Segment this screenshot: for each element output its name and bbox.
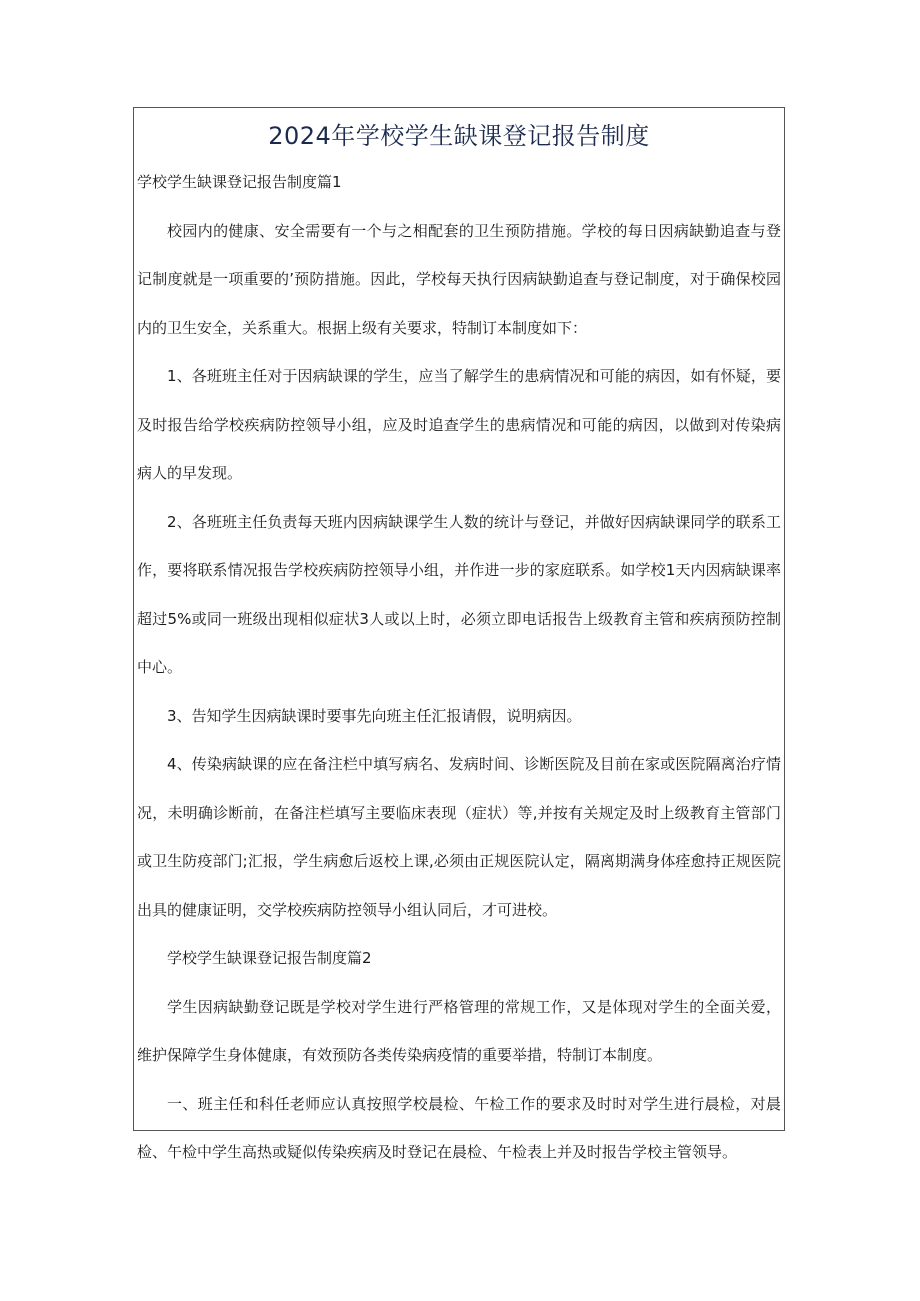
paragraph-item-1: 1、各班班主任对于因病缺课的学生，应当了解学生的患病情况和可能的病因，如有怀疑，要及时报告给学校疾病防控领导小组，应及时追查学生的患病情况和可能的病因，以做到对传染病病人的早发现。 — [137, 367, 781, 482]
section-heading-1: 学校学生缺课登记报告制度篇1 — [137, 173, 342, 191]
section-heading-2: 学校学生缺课登记报告制度篇2 — [167, 949, 372, 967]
paragraph-intro: 校园内的健康、安全需要有一个与之相配套的卫生预防措施。学校的每日因病缺勤追查与登记制度就是一项重要的’预防措施。因此，学校每天执行因病缺勤追查与登记制度，对于确保校园内的卫生安全，关系重大。根据上级有关要求，特制订本制度如下： — [137, 221, 781, 337]
paragraph-section2-item-1: 一、班主任和科任老师应认真按照学校晨检、午检工作的要求及时时对学生进行晨检，对晨检、午检中学生高热或疑似传染疾病及时登记在晨检、午检表上并及时报告学校主管领导。 — [137, 1094, 781, 1161]
paragraph-item-2: 2、各班班主任负责每天班内因病缺课学生人数的统计与登记，并做好因病缺课同学的联系工作，要将联系情况报告学校疾病防控领导小组，并作进一步的家庭联系。如学校1天内因病缺课率超过5%或同一班级出现相似症状3人或以上时，必须立即电话报告上级教育主管和疾病预防控制中心。 — [137, 512, 781, 676]
paragraph-item-3: 3、告知学生因病缺课时要事先向班主任汇报请假，说明病因。 — [167, 706, 582, 725]
document-page — [133, 107, 785, 1161]
document-title: 2024年学校学生缺课登记报告制度 — [268, 122, 650, 150]
paragraph-item-4: 4、传染病缺课的应在备注栏中填写病名、发病时间、诊断医院及目前在家或医院隔离治疗情况，未明确诊断前，在备注栏填写主要临床表现（症状）等,并按有关规定及时上级教育主管部门或卫生防疫部门;汇报，学生病愈后返校上课,必须由正规医院认定，隔离期满身体痊愈持正规医院出具的健康证明，交学校疾病防控领导小组认同后，才可进校。 — [137, 755, 781, 919]
document-body — [134, 158, 784, 1177]
paragraph-section2-intro: 学生因病缺勤登记既是学校对学生进行严格管理的常规工作，又是体现对学生的全面关爱，维护保障学生身体健康，有效预防各类传染病疫情的重要举措，特制订本制度。 — [137, 997, 781, 1064]
